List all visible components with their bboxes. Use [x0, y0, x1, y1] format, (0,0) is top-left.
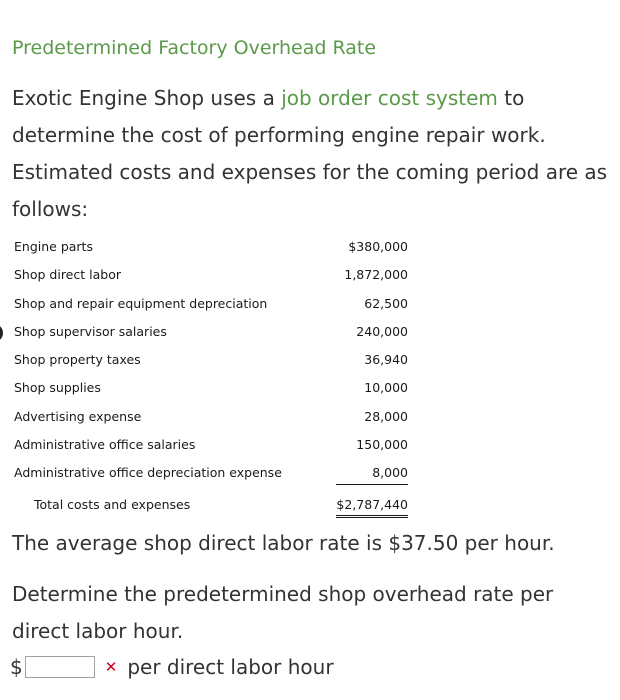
cost-amount: 8,000: [336, 465, 408, 485]
question-text: Determine the predetermined shop overhead rate per direct labor hour.: [12, 582, 554, 643]
cost-row: [0, 374, 420, 402]
cost-label: Administrative office salaries: [14, 437, 196, 453]
cost-label: Engine parts: [14, 239, 93, 254]
cost-label: Shop and repair equipment depreciation: [14, 295, 268, 311]
job-order-cost-system-link[interactable]: job order cost system: [281, 86, 498, 110]
total-row: [0, 488, 420, 516]
cost-label: Advertising expense: [14, 408, 142, 424]
intro-text-end: to determine the cost of performing engine repair work. Estimated costs and expenses for the coming period are as follows:: [12, 86, 608, 221]
cost-table: [0, 233, 420, 516]
cost-label: Administrative office depreciation expense: [14, 465, 282, 481]
cost-row: [0, 261, 420, 289]
cost-amount: 10,000: [364, 380, 408, 396]
cost-row: [0, 290, 420, 318]
cost-label: Shop supplies: [14, 380, 101, 396]
cost-row: [0, 346, 420, 374]
overhead-rate-input[interactable]: [25, 656, 95, 678]
cost-row: [0, 318, 420, 346]
cost-amount: $380,000: [348, 239, 408, 254]
cost-row: [0, 233, 420, 261]
x-icon: ✕: [104, 658, 118, 676]
total-amount: $2,787,440: [336, 497, 408, 518]
total-label: Total costs and expenses: [34, 496, 191, 512]
cost-row: [0, 403, 420, 431]
currency-symbol: $: [10, 655, 23, 679]
scroll-marker: [0, 324, 3, 342]
intro-text-start: Exotic Engine Shop uses a: [12, 86, 282, 110]
cost-amount: 36,940: [364, 352, 408, 368]
labor-rate-text: The average shop direct labor rate is $37.50 per hour.: [12, 531, 555, 555]
answer-row: [10, 652, 334, 682]
cost-amount: 150,000: [356, 437, 408, 453]
cost-label: Shop property taxes: [14, 352, 141, 368]
cost-amount: 62,500: [364, 295, 408, 311]
cost-amount: 240,000: [356, 323, 408, 339]
cost-label: Shop supervisor salaries: [14, 323, 167, 339]
cost-amount: 28,000: [364, 408, 408, 424]
cost-row: [0, 459, 420, 487]
problem-intro: [12, 80, 612, 228]
cost-amount: 1,872,000: [344, 267, 408, 283]
unit-label: per direct labor hour: [127, 655, 334, 679]
cost-label: Shop direct labor: [14, 267, 121, 283]
cost-row: [0, 431, 420, 459]
problem-title: Predetermined Factory Overhead Rate: [12, 37, 377, 59]
